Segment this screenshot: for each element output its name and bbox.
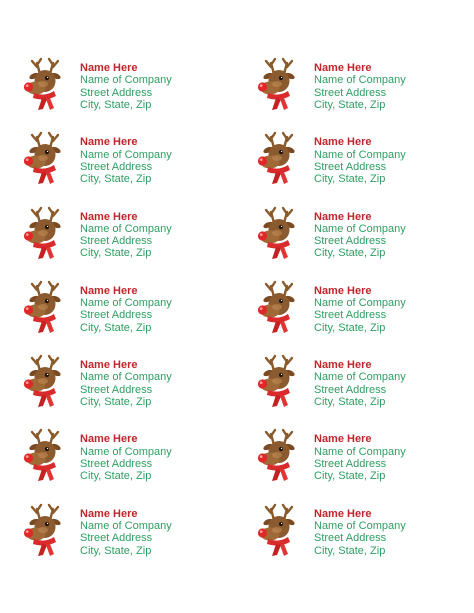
- label-street: Street Address: [80, 160, 153, 173]
- address-label[interactable]: [20, 52, 254, 126]
- label-name: Name Here: [80, 284, 138, 297]
- address-label[interactable]: [254, 349, 460, 423]
- label-city: City, State, Zip: [314, 544, 386, 557]
- label-street: Street Address: [80, 86, 153, 99]
- label-name: Name Here: [314, 62, 372, 74]
- address-block: [80, 201, 172, 260]
- label-city: City, State, Zip: [80, 544, 152, 557]
- label-name: Name Here: [314, 507, 372, 520]
- label-city: City, State, Zip: [314, 321, 386, 334]
- label-city: City, State, Zip: [80, 173, 152, 186]
- address-block: [80, 52, 172, 111]
- label-street: Street Address: [80, 458, 153, 471]
- label-company: Name of Company: [314, 445, 406, 458]
- label-company: Name of Company: [314, 520, 406, 533]
- address-block: [80, 126, 172, 185]
- address-label[interactable]: [254, 423, 460, 497]
- label-city: City, State, Zip: [314, 396, 386, 409]
- reindeer-icon: [20, 203, 70, 263]
- reindeer-icon: [254, 500, 304, 560]
- label-name: Name Here: [80, 62, 138, 74]
- reindeer-icon: [254, 277, 304, 337]
- label-city: City, State, Zip: [80, 247, 152, 260]
- label-name: Name Here: [314, 359, 372, 372]
- label-name: Name Here: [314, 210, 372, 223]
- address-block: [314, 498, 406, 557]
- label-name: Name Here: [80, 507, 138, 520]
- label-company: Name of Company: [80, 520, 172, 533]
- address-block: [314, 423, 406, 482]
- address-label[interactable]: [20, 349, 254, 423]
- reindeer-icon: [254, 351, 304, 411]
- label-company: Name of Company: [314, 222, 406, 235]
- label-company: Name of Company: [80, 222, 172, 235]
- address-label[interactable]: [20, 126, 254, 200]
- label-street: Street Address: [314, 383, 387, 396]
- label-city: City, State, Zip: [80, 396, 152, 409]
- label-company: Name of Company: [80, 371, 172, 384]
- reindeer-icon: [20, 351, 70, 411]
- label-company: Name of Company: [314, 371, 406, 384]
- label-street: Street Address: [314, 86, 387, 99]
- address-label[interactable]: [254, 126, 460, 200]
- address-label[interactable]: [254, 275, 460, 349]
- address-block: [314, 349, 406, 408]
- reindeer-icon: [254, 203, 304, 263]
- label-name: Name Here: [314, 136, 372, 149]
- label-city: City, State, Zip: [80, 470, 152, 483]
- label-name: Name Here: [80, 359, 138, 372]
- address-label[interactable]: [20, 498, 254, 572]
- reindeer-icon: [254, 425, 304, 485]
- label-street: Street Address: [314, 235, 387, 248]
- reindeer-icon: [20, 425, 70, 485]
- address-block: [80, 349, 172, 408]
- label-company: Name of Company: [80, 74, 172, 87]
- label-street: Street Address: [314, 458, 387, 471]
- label-street: Street Address: [314, 160, 387, 173]
- label-name: Name Here: [80, 210, 138, 223]
- address-block: [80, 423, 172, 482]
- label-name: Name Here: [80, 136, 138, 149]
- label-city: City, State, Zip: [314, 173, 386, 186]
- label-company: Name of Company: [314, 148, 406, 161]
- reindeer-icon: [20, 128, 70, 188]
- label-company: Name of Company: [314, 74, 406, 87]
- label-street: Street Address: [80, 532, 153, 545]
- label-city: City, State, Zip: [80, 321, 152, 334]
- label-street: Street Address: [314, 309, 387, 322]
- address-block: [314, 201, 406, 260]
- address-block: [80, 275, 172, 334]
- address-label[interactable]: [20, 201, 254, 275]
- reindeer-icon: [20, 277, 70, 337]
- label-street: Street Address: [314, 532, 387, 545]
- reindeer-icon: [20, 54, 70, 114]
- label-city: City, State, Zip: [314, 470, 386, 483]
- label-name: Name Here: [314, 433, 372, 446]
- label-name: Name Here: [80, 433, 138, 446]
- label-name: Name Here: [314, 284, 372, 297]
- reindeer-icon: [254, 128, 304, 188]
- reindeer-icon: [254, 54, 304, 114]
- label-grid: [20, 52, 460, 572]
- address-block: [80, 498, 172, 557]
- address-label[interactable]: [254, 498, 460, 572]
- label-company: Name of Company: [80, 148, 172, 161]
- label-city: City, State, Zip: [314, 98, 386, 111]
- address-label[interactable]: [254, 52, 460, 126]
- reindeer-icon: [20, 500, 70, 560]
- label-city: City, State, Zip: [314, 247, 386, 260]
- label-company: Name of Company: [314, 297, 406, 310]
- label-street: Street Address: [80, 383, 153, 396]
- label-street: Street Address: [80, 309, 153, 322]
- address-label[interactable]: [254, 201, 460, 275]
- label-company: Name of Company: [80, 297, 172, 310]
- label-city: City, State, Zip: [80, 98, 152, 111]
- address-block: [314, 126, 406, 185]
- address-label[interactable]: [20, 275, 254, 349]
- label-company: Name of Company: [80, 445, 172, 458]
- address-label[interactable]: [20, 423, 254, 497]
- address-block: [314, 52, 406, 111]
- label-street: Street Address: [80, 235, 153, 248]
- address-block: [314, 275, 406, 334]
